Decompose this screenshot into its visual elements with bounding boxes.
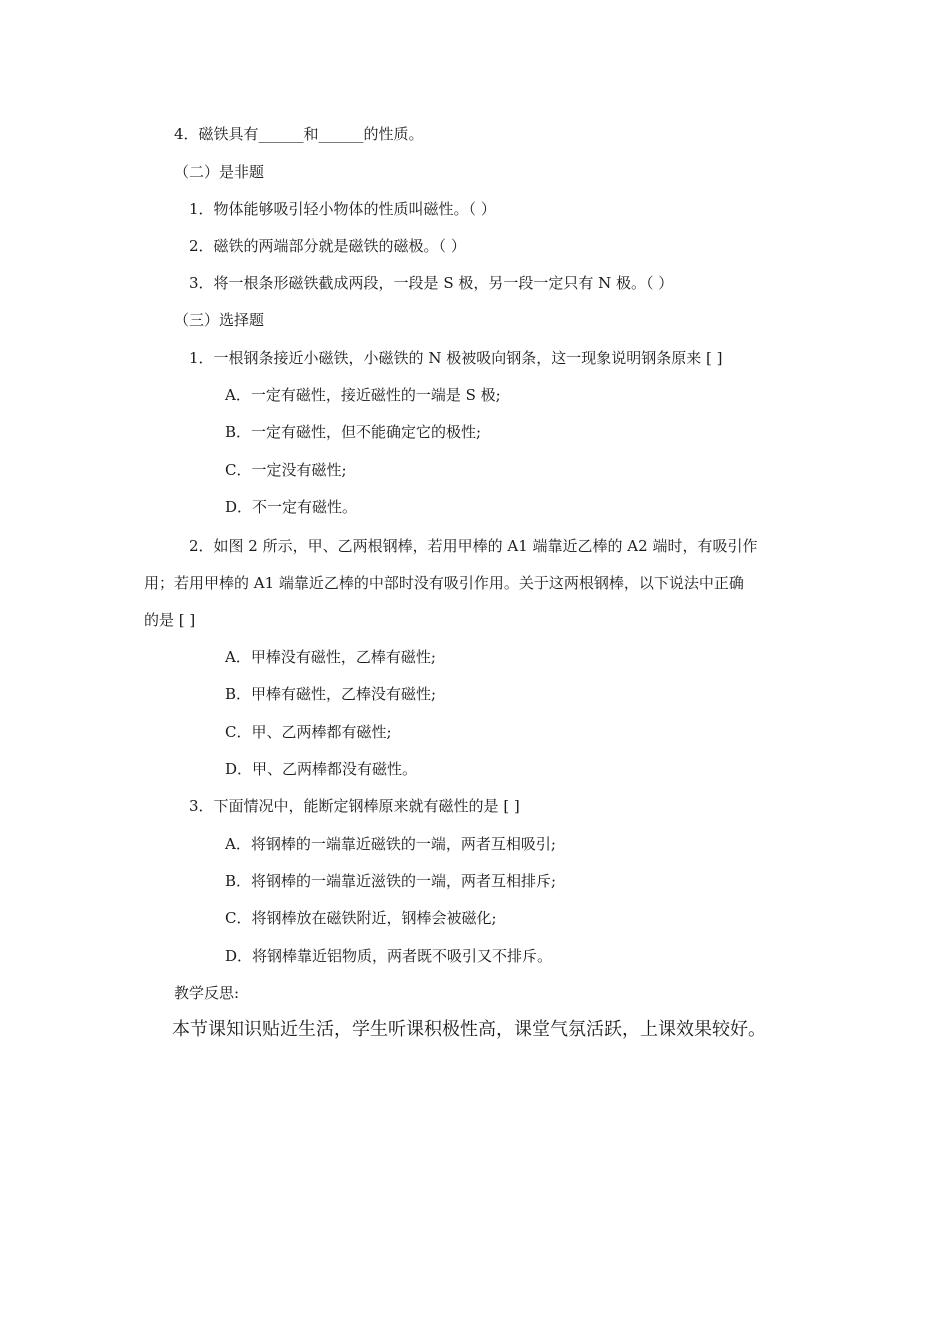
true-false-item-2: 2．磁铁的两端部分就是磁铁的磁极。（ ） xyxy=(189,237,466,255)
choice-q1-stem: 1．一根钢条接近小磁铁，小磁铁的 N 极被吸向钢条，这一现象说明钢条原来 [ ] xyxy=(189,349,723,367)
choice-q2-option-c: C．甲、乙两棒都有磁性; xyxy=(225,723,392,741)
choice-q1-option-d: D．不一定有磁性。 xyxy=(225,498,358,516)
choice-q3-option-b: B．将钢棒的一端靠近滋铁的一端，两者互相排斥; xyxy=(225,872,557,890)
true-false-item-1: 1．物体能够吸引轻小物体的性质叫磁性。（ ） xyxy=(189,200,496,218)
true-false-item-3: 3．将一根条形磁铁截成两段，一段是 S 极，另一段一定只有 N 极。（ ） xyxy=(189,274,674,292)
reflection-heading: 教学反思: xyxy=(174,984,240,1002)
choice-q3-option-c: C．将钢棒放在磁铁附近，钢棒会被磁化; xyxy=(225,909,497,927)
choice-q3-option-d: D．将钢棒靠近铝物质，两者既不吸引又不排斥。 xyxy=(225,947,553,965)
choice-q3-option-a: A．将钢棒的一端靠近磁铁的一端，两者互相吸引; xyxy=(225,835,556,853)
choice-q1-option-b: B．一定有磁性，但不能确定它的极性; xyxy=(225,423,482,441)
choice-q2-stem-line1: 2．如图 2 所示，甲、乙两根钢棒，若用甲棒的 A1 端靠近乙棒的 A2 端时，有吸引作 xyxy=(189,537,758,555)
choice-q2-stem-line3: 的是 [ ] xyxy=(144,611,196,629)
choice-q2-option-d: D．甲、乙两棒都没有磁性。 xyxy=(225,760,418,778)
fill-in-question-4: 4．磁铁具有______和______的性质。 xyxy=(174,125,424,143)
choice-q1-option-c: C．一定没有磁性; xyxy=(225,461,347,479)
choice-q2-stem-line2: 用；若用甲棒的 A1 端靠近乙棒的中部时没有吸引作用。关于这两根钢棒，以下说法中正确 xyxy=(144,574,744,592)
choice-q1-option-a: A．一定有磁性，接近磁性的一端是 S 极; xyxy=(225,386,501,404)
section-true-false-heading: （二）是非题 xyxy=(174,163,265,181)
choice-q2-option-b: B．甲棒有磁性，乙棒没有磁性; xyxy=(225,685,437,703)
choice-q3-stem: 3．下面情况中，能断定钢棒原来就有磁性的是 [ ] xyxy=(189,797,520,815)
section-choice-heading: （三）选择题 xyxy=(174,311,265,329)
reflection-body: 本节课知识贴近生活，学生听课积极性高，课堂气氛活跃，上课效果较好。 xyxy=(172,1019,766,1040)
choice-q2-option-a: A．甲棒没有磁性，乙棒有磁性; xyxy=(225,648,436,666)
